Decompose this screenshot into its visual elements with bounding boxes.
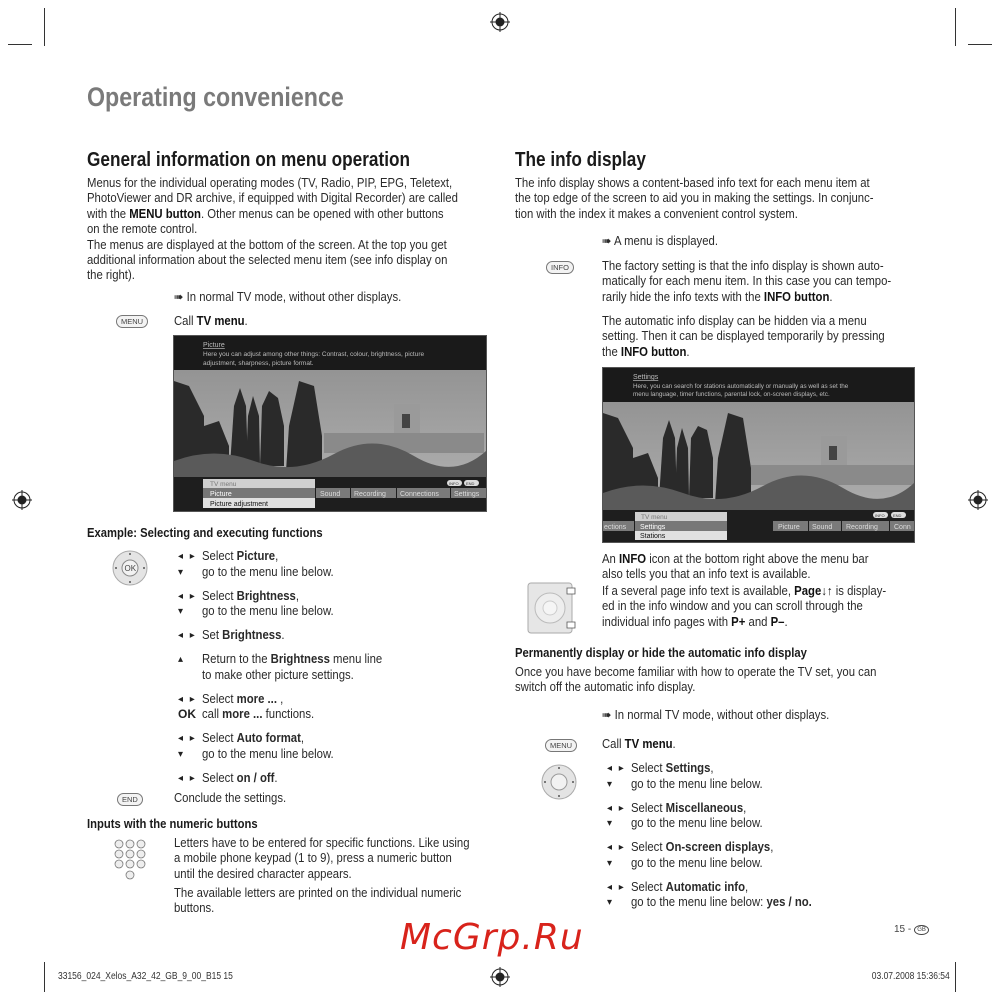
down-arrow-icon: ▾	[607, 897, 615, 908]
bold-text: Picture	[236, 549, 276, 563]
info-display-intro	[515, 176, 874, 222]
tv-screenshot-picture-menu	[173, 335, 487, 512]
step-row	[178, 668, 402, 684]
step-text	[202, 771, 278, 787]
text: .	[281, 628, 285, 642]
text: to make other picture settings.	[202, 667, 354, 682]
text: ,	[276, 691, 284, 706]
info-icon-text	[602, 552, 869, 583]
precondition-text: ➠ In normal TV mode, without other displays.	[602, 708, 830, 722]
text: the top edge of the screen to aid you in making the settings. In conjunc-	[515, 191, 874, 206]
call-tv-menu-text	[602, 737, 676, 752]
step-group	[607, 761, 832, 792]
crop-mark	[44, 962, 45, 992]
text: go to the menu line below.	[631, 816, 763, 830]
bold-text: Automatic info	[665, 879, 746, 894]
step-text	[202, 628, 285, 644]
step-row	[178, 771, 402, 787]
info-text-1	[602, 259, 891, 305]
menu-tab[interactable]: Sound	[320, 491, 341, 498]
menu-tab[interactable]: Connections	[400, 491, 439, 498]
menu-tab[interactable]: Picture	[778, 524, 800, 531]
menu-item-stations[interactable]: Stations	[640, 533, 666, 540]
text: Select	[631, 800, 666, 815]
text: ,	[300, 731, 305, 745]
left-right-arrows-icon: ◂ ▸	[607, 842, 626, 853]
text: switch off the automatic info display.	[515, 680, 696, 695]
text: .	[784, 614, 788, 629]
text-line	[602, 552, 869, 567]
text: go to the menu line below:	[631, 895, 767, 909]
text: rarily hide the info texts with the	[602, 289, 764, 304]
text-line	[174, 901, 461, 916]
registration-mark-icon	[490, 12, 510, 32]
section-heading-menu-operation: General information on menu operation	[87, 149, 411, 171]
step-row	[178, 565, 402, 581]
info-text: Here you can adjust among other things: Contrast, colour, brightness, picture	[203, 351, 425, 358]
down-arrow-icon: ▾	[178, 606, 186, 617]
bold-text: INFO button	[620, 344, 687, 359]
text: PhotoViewer and DR archive, if equipped with Digital Recorder) are called	[87, 191, 458, 206]
text-line	[602, 274, 891, 289]
text-line	[87, 253, 458, 268]
step-text	[202, 565, 334, 581]
menu-item-settings[interactable]: Settings	[640, 524, 666, 531]
bold-text: On-screen displays	[665, 840, 771, 854]
menu-key-icon: MENU	[545, 739, 577, 752]
step-text	[202, 589, 299, 605]
remote-page-keys-icon	[527, 582, 579, 634]
text: The automatic info display can be hidden via a menu	[602, 314, 867, 328]
bold-text: Settings	[665, 761, 711, 775]
step-group	[178, 652, 402, 683]
text: The available letters are printed on the individual numeric	[174, 886, 462, 900]
step-text	[631, 777, 763, 793]
step-text	[631, 801, 746, 817]
down-arrow-icon: ▾	[607, 857, 615, 869]
text: If a several page info text is available,	[602, 584, 795, 598]
bold-text: yes / no.	[766, 895, 812, 909]
step-text	[202, 549, 278, 565]
text-line	[87, 222, 458, 237]
footer-timestamp: 03.07.2008 15:36:54	[871, 971, 950, 982]
info-badge: INFO	[449, 481, 459, 486]
bold-text: more ...	[222, 707, 263, 721]
end-badge: END	[466, 481, 475, 486]
call-tv-menu-text	[174, 314, 248, 329]
ok-key-label: OK	[178, 707, 196, 721]
text-line	[602, 584, 886, 599]
step-row	[607, 840, 832, 856]
text: ,	[710, 761, 714, 775]
footer-file-info: 33156_024_Xelos_A32_42_GB_9_00_B15 15	[58, 971, 233, 982]
step-row	[178, 604, 402, 620]
menu-item-picture[interactable]: Picture	[210, 491, 232, 498]
text: Select	[202, 691, 237, 706]
step-row	[178, 652, 402, 668]
text-line	[602, 329, 885, 344]
numeric-text	[174, 836, 470, 882]
text-line	[602, 345, 885, 360]
text: ,	[743, 800, 747, 815]
text-line	[87, 207, 458, 222]
right-steps-list	[607, 761, 832, 919]
menu-tab[interactable]: ections	[604, 524, 627, 531]
info-title: Picture	[203, 342, 225, 349]
crop-mark	[44, 8, 45, 46]
text: setting. Then it can be displayed temporarily by pressing	[602, 329, 885, 344]
watermark: McGrp.Ru	[400, 917, 584, 958]
menu-tab[interactable]: Recording	[846, 524, 878, 531]
text-line	[602, 599, 886, 614]
menu-tab[interactable]: Conn	[894, 524, 911, 531]
text-line	[174, 886, 461, 901]
step-group	[607, 840, 832, 871]
text: Call	[174, 314, 197, 328]
step-text	[631, 761, 714, 777]
text-line	[174, 867, 470, 882]
end-key-icon: END	[117, 793, 143, 806]
left-right-arrows-icon: ◂ ▸	[607, 802, 626, 814]
page-number-text: 15 -	[894, 924, 912, 935]
bold-text: more ...	[236, 691, 277, 706]
bold-text: P+	[731, 614, 746, 629]
precondition-text: ➠ In normal TV mode, without other displays.	[174, 290, 402, 304]
down-arrow-icon: ▾	[178, 566, 186, 578]
page-number	[894, 924, 929, 935]
text-line	[602, 290, 891, 305]
text: ,	[275, 549, 279, 563]
step-group	[178, 731, 402, 762]
text: The info display shows a content-based info text for each menu item at	[515, 176, 870, 190]
step-row	[178, 589, 402, 605]
end-badge: END	[893, 513, 902, 518]
text-line	[515, 176, 874, 191]
tv-screenshot-settings-menu	[602, 367, 915, 543]
ok-label: OK	[124, 564, 137, 573]
text-line	[515, 207, 874, 222]
text: go to the menu line below.	[631, 776, 763, 791]
left-right-arrows-icon: ◂ ▸	[178, 590, 197, 602]
info-badge: INFO	[875, 513, 885, 518]
info-text: adjustment, sharpness, picture format.	[203, 360, 314, 367]
menu-item-picture-adjustment[interactable]: Picture adjustment	[210, 501, 268, 508]
step-row	[607, 761, 832, 777]
permanent-display-heading: Permanently display or hide the automatic info display	[515, 646, 807, 660]
step-text	[202, 731, 304, 747]
text: .	[244, 314, 248, 328]
down-arrow-icon: ▾	[607, 778, 615, 790]
step-row	[607, 856, 832, 872]
step-text	[202, 747, 334, 763]
text: Return to the	[202, 652, 271, 666]
text: Select	[631, 879, 666, 894]
text: The factory setting is that the info display is shown auto-	[602, 259, 884, 273]
text-line	[87, 268, 458, 283]
info-text: Here, you can search for stations automatically or manually as well as set the	[633, 383, 849, 390]
menu-title: TV menu	[641, 514, 668, 521]
country-badge: GB	[914, 925, 929, 935]
text: Select	[631, 761, 666, 775]
text: .	[672, 737, 676, 751]
menu-tab[interactable]: Sound	[812, 524, 833, 531]
text-line	[87, 238, 458, 253]
text: Select	[202, 549, 237, 563]
left-right-arrows-icon: ◂ ▸	[178, 693, 197, 705]
text: additional information about the selected menu item (see info display on	[87, 253, 448, 268]
text: Select	[202, 770, 237, 785]
step-text	[202, 668, 354, 684]
menu-key-icon: MENU	[116, 315, 148, 328]
text: Set	[202, 628, 223, 642]
text: ed in the info window and you can scroll through the	[602, 599, 863, 614]
text: go to the menu line below.	[202, 564, 334, 579]
text: Call	[602, 737, 625, 751]
step-row	[178, 707, 402, 723]
text: go to the menu line below.	[631, 855, 763, 870]
bold-text: Miscellaneous	[665, 800, 744, 815]
page-info-text	[602, 584, 886, 630]
text: go to the menu line below.	[202, 746, 334, 761]
text: ,	[295, 588, 300, 603]
text: tion with the index it makes a convenient control system.	[515, 206, 798, 221]
example-heading: Example: Selecting and executing functions	[87, 526, 323, 540]
step-row	[178, 549, 402, 565]
text: also tells you that an info text is available.	[602, 567, 811, 582]
registration-mark-icon	[490, 967, 510, 987]
menu-operation-intro	[87, 176, 458, 284]
step-group	[607, 880, 832, 911]
text: icon at the bottom right above the menu bar	[646, 552, 869, 566]
menu-tab[interactable]: Settings	[454, 491, 480, 498]
bold-text: INFO button	[763, 289, 830, 304]
left-steps-list	[178, 549, 402, 795]
registration-mark-icon	[12, 490, 32, 510]
step-text	[631, 856, 763, 872]
text: Select	[202, 588, 237, 603]
bold-text: MENU button	[129, 206, 201, 221]
bold-text: Page↓↑	[794, 584, 833, 598]
info-text-2	[602, 314, 885, 360]
text-line	[174, 851, 470, 866]
text: menu line	[329, 652, 383, 666]
crop-mark	[955, 962, 956, 992]
step-text	[202, 604, 334, 620]
step-group	[178, 549, 402, 580]
bold-text: INFO	[619, 552, 647, 566]
step-row	[607, 880, 832, 896]
step-row	[607, 777, 832, 793]
numeric-keypad-icon	[112, 838, 148, 882]
step-group	[178, 692, 402, 723]
bold-text: TV menu	[624, 737, 673, 751]
crop-mark	[968, 44, 992, 45]
text: matically for each menu item. In this case you can tempo-	[602, 274, 892, 289]
numeric-heading: Inputs with the numeric buttons	[87, 817, 258, 831]
text: Select	[631, 840, 666, 854]
menu-title: TV menu	[210, 481, 237, 488]
text: the	[602, 344, 621, 359]
text-line	[602, 259, 891, 274]
menu-tab[interactable]: Recording	[354, 491, 386, 498]
text: a mobile phone keypad (1 to 9), press a numeric button	[174, 851, 452, 866]
text: .	[274, 770, 278, 785]
numeric-text-2	[174, 886, 461, 917]
step-row	[178, 692, 402, 708]
ok-navigation-icon	[112, 550, 148, 586]
crop-mark	[8, 44, 32, 45]
text: ,	[770, 840, 774, 854]
step-text	[202, 652, 382, 668]
text: individual info pages with	[602, 614, 732, 629]
text: the right).	[87, 268, 135, 283]
step-row	[607, 895, 832, 911]
text: An	[602, 552, 620, 566]
left-right-arrows-icon: ◂ ▸	[607, 881, 626, 893]
step-row	[178, 731, 402, 747]
navigation-ring-icon	[541, 764, 577, 800]
precondition-text: ➠ A menu is displayed.	[602, 234, 718, 248]
left-right-arrows-icon: ◂ ▸	[178, 630, 197, 641]
text: call	[202, 707, 223, 721]
step-row	[178, 628, 402, 644]
crop-mark	[955, 8, 956, 46]
up-arrow-icon: ▴	[178, 654, 186, 665]
left-right-arrows-icon: ◂ ▸	[178, 551, 197, 562]
text: Select	[202, 731, 237, 745]
text: on the remote control.	[87, 222, 198, 237]
step-group	[178, 771, 402, 787]
text: . Other menus can be opened with other buttons	[200, 206, 444, 221]
down-arrow-icon: ▾	[178, 748, 186, 760]
step-group	[607, 801, 832, 832]
bold-text: Auto format	[236, 731, 301, 745]
text: Letters have to be entered for specific functions. Like using	[174, 836, 470, 850]
text-line	[87, 191, 458, 206]
text: functions.	[262, 707, 315, 721]
step-text	[631, 816, 763, 832]
bold-text: Brightness	[270, 652, 330, 666]
bold-text: on / off	[236, 770, 275, 785]
step-group	[178, 589, 402, 620]
text-line	[602, 314, 885, 329]
text: ,	[745, 879, 749, 894]
text: go to the menu line below.	[202, 604, 334, 618]
left-right-arrows-icon: ◂ ▸	[607, 763, 626, 774]
bold-text: TV menu	[196, 314, 245, 328]
text: buttons.	[174, 901, 215, 916]
text: The menus are displayed at the bottom of the screen. At the top you get	[87, 237, 447, 252]
registration-mark-icon	[968, 490, 988, 510]
text: .	[686, 344, 690, 359]
bold-text: Brightness	[236, 588, 296, 603]
down-arrow-icon: ▾	[607, 818, 615, 829]
step-row	[607, 801, 832, 817]
step-group	[178, 628, 402, 644]
step-row	[607, 816, 832, 832]
text-line	[602, 615, 886, 630]
text-line	[602, 567, 869, 582]
text-line	[87, 176, 458, 191]
text: is display-	[832, 584, 887, 598]
text: .	[829, 289, 833, 304]
info-title: Settings	[633, 374, 659, 381]
info-text: menu language, timer functions, parental lock, on-screen displays, etc.	[633, 391, 830, 398]
step-text	[631, 880, 748, 896]
left-right-arrows-icon: ◂ ▸	[178, 772, 197, 784]
left-right-arrows-icon: ◂ ▸	[178, 733, 197, 744]
step-text	[631, 840, 773, 856]
step-text	[202, 692, 283, 708]
text: and	[745, 614, 771, 629]
spacer	[178, 668, 202, 684]
text: Menus for the individual operating modes (TV, Radio, PIP, EPG, Teletext,	[87, 176, 453, 190]
step-text	[202, 707, 314, 723]
page-title: Operating convenience	[87, 82, 344, 112]
text-line	[515, 665, 876, 680]
bold-text: Brightness	[222, 628, 282, 642]
section-heading-info-display: The info display	[515, 149, 646, 171]
text-line	[515, 191, 874, 206]
text: with the	[87, 206, 130, 221]
conclude-text: Conclude the settings.	[174, 791, 287, 805]
info-key-icon: INFO	[546, 261, 574, 274]
step-text	[631, 895, 812, 911]
step-row	[178, 747, 402, 763]
text-line	[174, 836, 470, 851]
permanent-display-text	[515, 665, 876, 696]
text: Once you have become familiar with how to operate the TV set, you can	[515, 665, 877, 679]
text: until the desired character appears.	[174, 866, 352, 881]
text-line	[515, 680, 876, 695]
bold-text: P–	[770, 614, 785, 629]
